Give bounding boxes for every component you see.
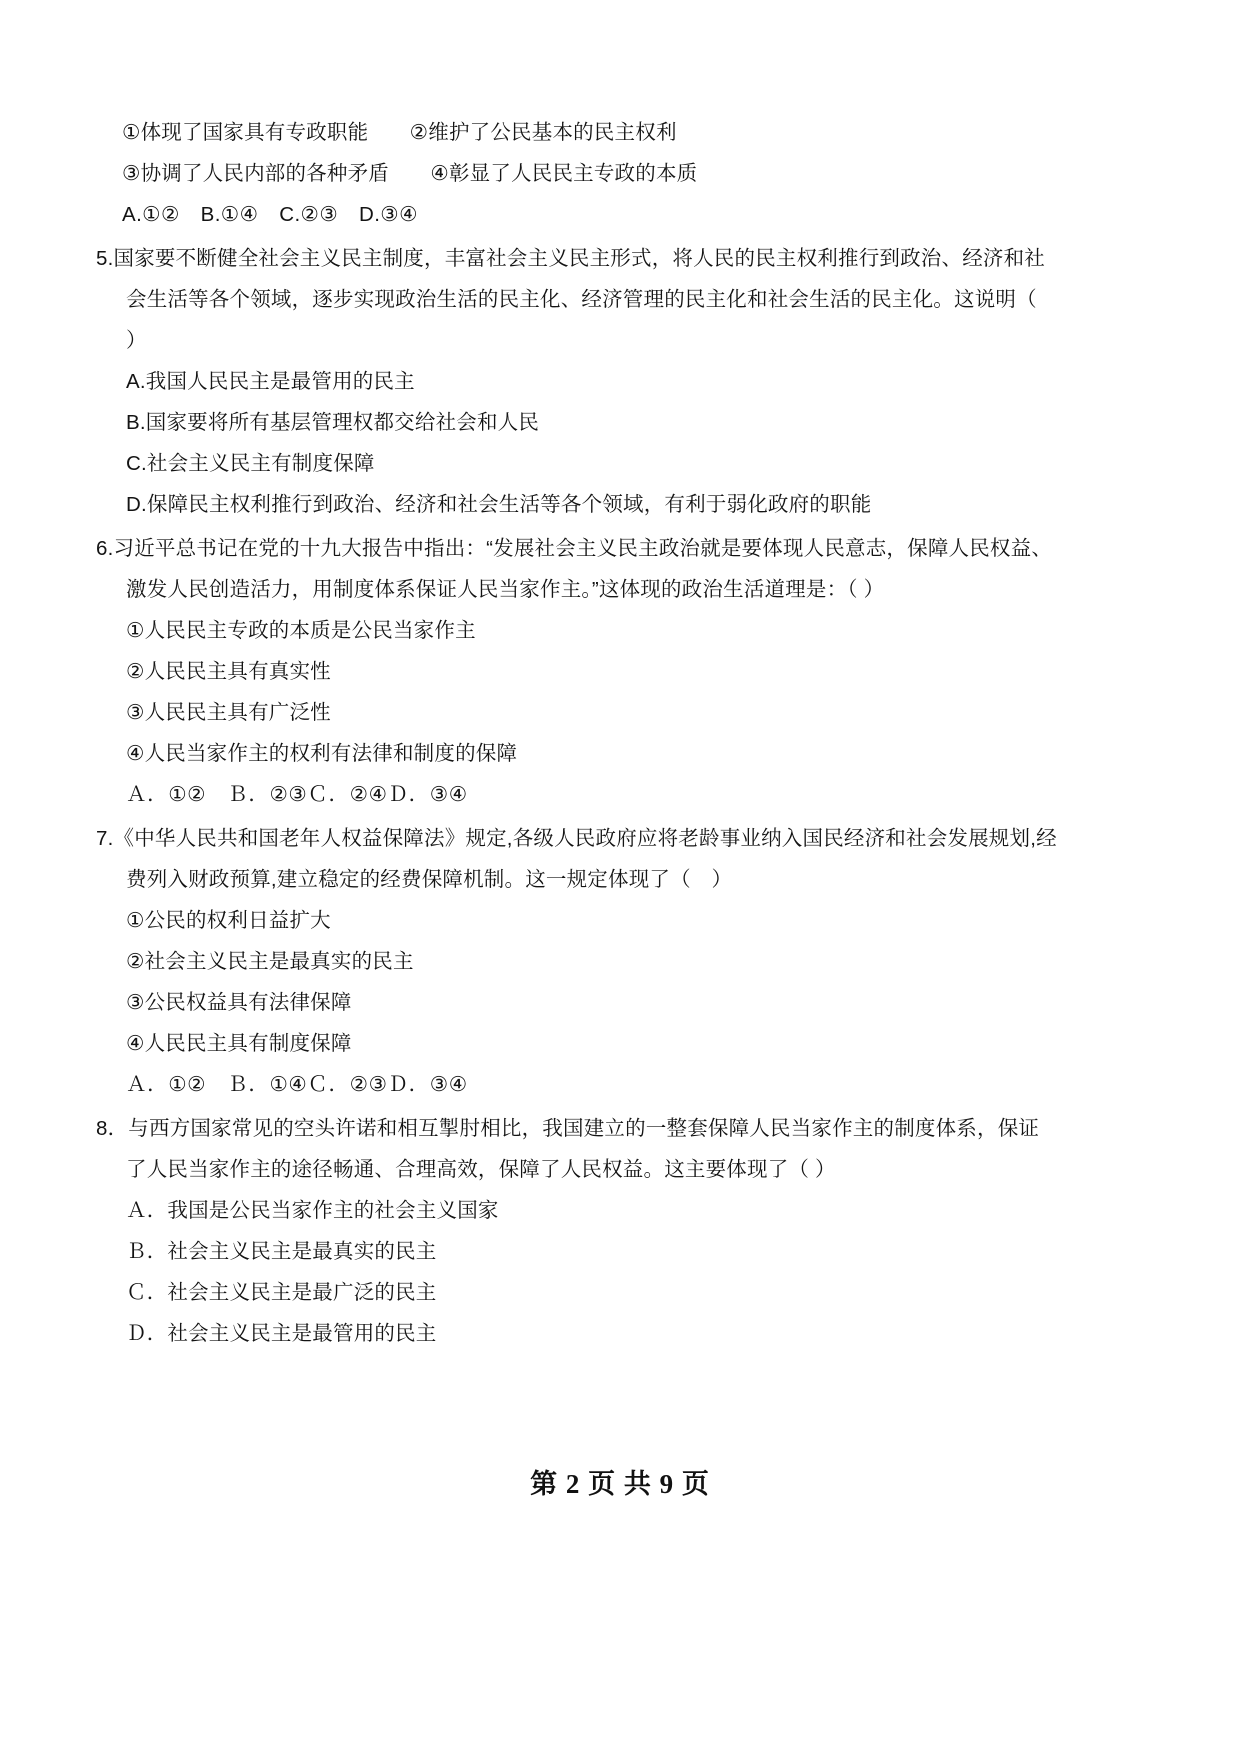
q4-options-line-1: ①体现了国家具有专政职能 ②维护了公民基本的民主权利 xyxy=(122,121,677,144)
q7-option-2: ②社会主义民主是最真实的民主 xyxy=(126,950,414,973)
q5-stem-line-2: 会生活等各个领域，逐步实现政治生活的民主化、经济管理的民主化和社会生活的民主化。这说明（ xyxy=(126,288,1037,311)
q5-option-c: C.社会主义民主有制度保障 xyxy=(126,452,375,475)
page-footer xyxy=(0,1462,1240,1501)
question-8 xyxy=(96,1108,1144,1354)
q7-answer-choices: Ａ．①② Ｂ．①④Ｃ．②③Ｄ．③④ xyxy=(126,1073,468,1096)
q4-options-line-2: ③协调了人民内部的各种矛盾 ④彰显了人民民主专政的本质 xyxy=(122,162,698,185)
q6-answer-choices: Ａ．①② Ｂ．②③Ｃ．②④Ｄ．③④ xyxy=(126,783,468,806)
q6-stem-line-2: 激发人民创造活力，用制度体系保证人民当家作主。”这体现的政治生活道理是：（ ） xyxy=(126,578,885,601)
q8-stem-line-1: 8．与西方国家常见的空头许诺和相互掣肘相比，我国建立的一整套保障人民当家作主的制度体系，保证 xyxy=(96,1117,1040,1140)
q8-option-d: Ｄ．社会主义民主是最管用的民主 xyxy=(126,1322,437,1345)
q6-option-1: ①人民民主专政的本质是公民当家作主 xyxy=(126,619,476,642)
q7-option-3: ③公民权益具有法律保障 xyxy=(126,991,352,1014)
q8-stem-line-2: 了人民当家作主的途径畅通、合理高效，保障了人民权益。这主要体现了（ ） xyxy=(126,1158,836,1181)
q5-stem-line-3: ） xyxy=(126,329,147,352)
q8-option-a: Ａ．我国是公民当家作主的社会主义国家 xyxy=(126,1199,499,1222)
q6-stem-line-1: 6.习近平总书记在党的十九大报告中指出：“发展社会主义民主政治就是要体现人民意志，保障人民权益、 xyxy=(96,537,1053,560)
page-body xyxy=(96,112,1144,1354)
q6-option-2: ②人民民主具有真实性 xyxy=(126,660,331,683)
q5-option-d: D.保障民主权利推行到政治、经济和社会生活等各个领域，有利于弱化政府的职能 xyxy=(126,493,872,516)
q8-option-c: Ｃ．社会主义民主是最广泛的民主 xyxy=(126,1281,437,1304)
question-4-continuation xyxy=(96,112,1144,235)
q5-option-b: B.国家要将所有基层管理权都交给社会和人民 xyxy=(126,411,540,434)
page-footer-text: 第 2 页 共 9 页 xyxy=(530,1469,710,1499)
q6-option-4: ④人民当家作主的权利有法律和制度的保障 xyxy=(126,742,518,765)
q6-option-3: ③人民民主具有广泛性 xyxy=(126,701,331,724)
question-6 xyxy=(96,528,1144,815)
question-7 xyxy=(96,818,1144,1105)
q5-stem-line-1: 5.国家要不断健全社会主义民主制度，丰富社会主义民主形式，将人民的民主权利推行到政治、经济和社 xyxy=(96,247,1045,270)
q5-option-a: A.我国人民民主是最管用的民主 xyxy=(126,370,415,393)
q4-answer-choices: A.①② B.①④ C.②③ D.③④ xyxy=(122,203,418,226)
q7-option-1: ①公民的权利日益扩大 xyxy=(126,909,331,932)
q7-option-4: ④人民民主具有制度保障 xyxy=(126,1032,352,1055)
question-5 xyxy=(96,238,1144,525)
q7-stem-line-1: 7.《中华人民共和国老年人权益保障法》规定,各级人民政府应将老龄事业纳入国民经济和社会发展规划,经 xyxy=(96,827,1057,850)
q8-option-b: Ｂ．社会主义民主是最真实的民主 xyxy=(126,1240,437,1263)
q7-stem-line-2: 费列入财政预算,建立稳定的经费保障机制。这一规定体现了（ ） xyxy=(126,868,733,891)
